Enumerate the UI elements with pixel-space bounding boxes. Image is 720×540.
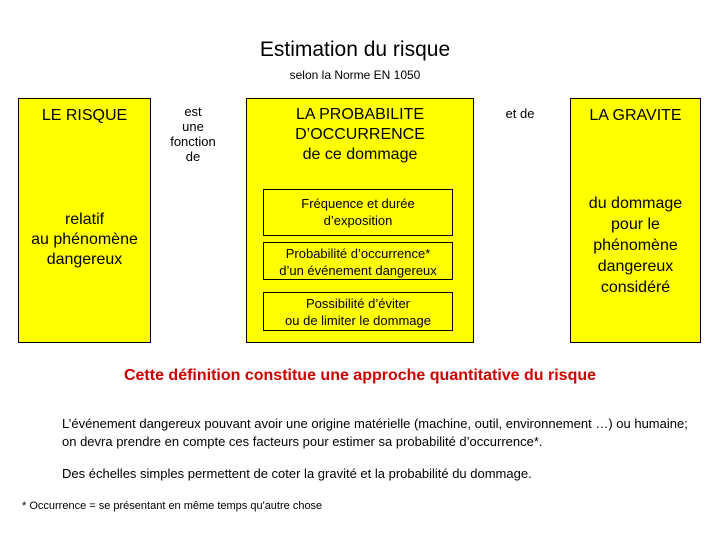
and-connector: et de (505, 106, 535, 121)
factor-line: d’un événement dangereux (279, 263, 437, 278)
definition-statement: Cette définition constitue une approche quantitative du risque (123, 367, 597, 384)
gravity-line: considéré (600, 279, 671, 296)
page-title: Estimation du risque (259, 38, 451, 61)
risk-box-line: relatif (64, 211, 105, 228)
footnote: * Occurrence = se présentant en même temps qu'autre chose (22, 500, 323, 512)
factor-line: Possibilité d’éviter (305, 296, 411, 311)
page-subtitle: selon la Norme EN 1050 (289, 68, 421, 82)
gravity-line: pour le (611, 216, 660, 233)
factor-exposure-box (263, 189, 453, 236)
function-line: une (182, 119, 204, 134)
factor-line: d’exposition (323, 213, 393, 228)
gravity-line: phénomène (593, 237, 678, 254)
factor-line: ou de limiter le dommage (285, 313, 431, 328)
gravity-line: du dommage (588, 195, 683, 212)
probability-box-title (247, 105, 473, 165)
factor-line: Fréquence et durée (301, 196, 415, 211)
risk-box-title: LE RISQUE (41, 107, 128, 124)
gravity-box-description (571, 193, 700, 298)
factor-line: Probabilité d’occurrence* (285, 246, 431, 261)
risk-box-line: au phénomène (31, 231, 138, 248)
factor-avoidance-box (263, 292, 453, 331)
risk-box-line: dangereux (46, 251, 123, 268)
gravity-box (570, 98, 701, 343)
gravity-line: dangereux (597, 258, 674, 275)
probability-line: D’OCCURRENCE (295, 126, 425, 143)
function-line: fonction (170, 134, 216, 149)
function-connector (158, 104, 228, 164)
probability-line: LA PROBABILITE (295, 106, 425, 123)
function-line: de (185, 149, 201, 164)
risk-box-description (19, 210, 150, 270)
paragraph-origin: L’événement dangereux pouvant avoir une origine matérielle (machine, outil, environnement …) ou humaine; on devra prendre en compte ces facteurs pour estimer sa probabilité d’occurrence*. (62, 416, 688, 449)
gravity-box-title: LA GRAVITE (589, 107, 682, 124)
probability-line: de ce dommage (302, 146, 418, 163)
function-line: est (184, 104, 202, 119)
paragraph-scales: Des échelles simples permettent de coter la gravité et la probabilité du dommage. (62, 466, 532, 481)
factor-occurrence-box (263, 242, 453, 280)
risk-box (18, 98, 151, 343)
